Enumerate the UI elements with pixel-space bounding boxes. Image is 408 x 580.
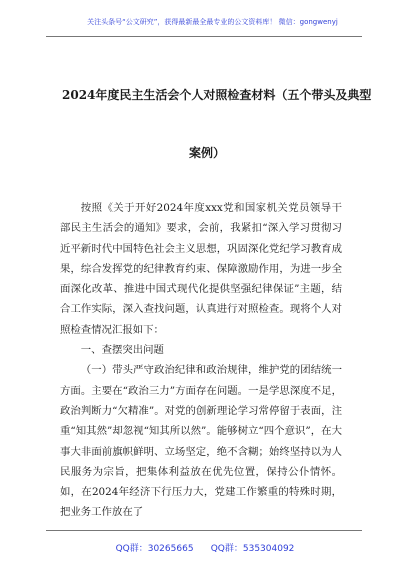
document-title — [62, 66, 372, 182]
footer-divider — [46, 530, 362, 531]
header-divider — [46, 36, 362, 37]
paragraph-intro: 按照《关于开好2024年度xxx党和国家机关党员领导干部民主生活会的通知》要求，会前，我紧扣“深入学习贯彻习近平新时代中国特色社会主义思想，巩固深化党纪学习教育成果，综合发挥党的纪律教育约束、保障激励作用，为进一步全面深化改革、推进中国式现代化提供坚强纪律保证”主题，结合工作实际，深入查找问题，认真进行对照检查。现将个人对照检查情况汇报如下： — [60, 202, 342, 336]
header-promo-text: 关注头条号“公文研究”，获得最新最全最专业的公文资料库！ 微信：gongwenyj — [87, 18, 338, 26]
paragraph-section-1: （一）带头严守政治纪律和政治规律，维护党的团结统一方面。主要在“政治三力”方面存在问题。一是学思深度不足，政治判断力“欠精准”。对党的创新理论学习常停留于表面，注重“知其然”却忽视“知其所以然”。能够树立“四个意识”，在大事大非面前旗帜鲜明、立场坚定，绝不含糊；始终坚持以为人民服务为宗旨，把集体利益放在优先位置，保持公仆情怀。如，在2024年经济下行压力大，党建工作繁重的特殊时期，把业务工作放在了 — [60, 364, 342, 519]
document-body — [60, 198, 342, 523]
title-line-1: 2024年度民主生活会个人对照检查材料（五个带头及典型 — [62, 88, 372, 102]
section-heading: 一、查摆突出问题 — [80, 344, 164, 357]
title-line-2: 案例） — [188, 146, 225, 160]
footer-contact-text: QQ群：30265665 QQ群：535304092 — [115, 544, 295, 554]
